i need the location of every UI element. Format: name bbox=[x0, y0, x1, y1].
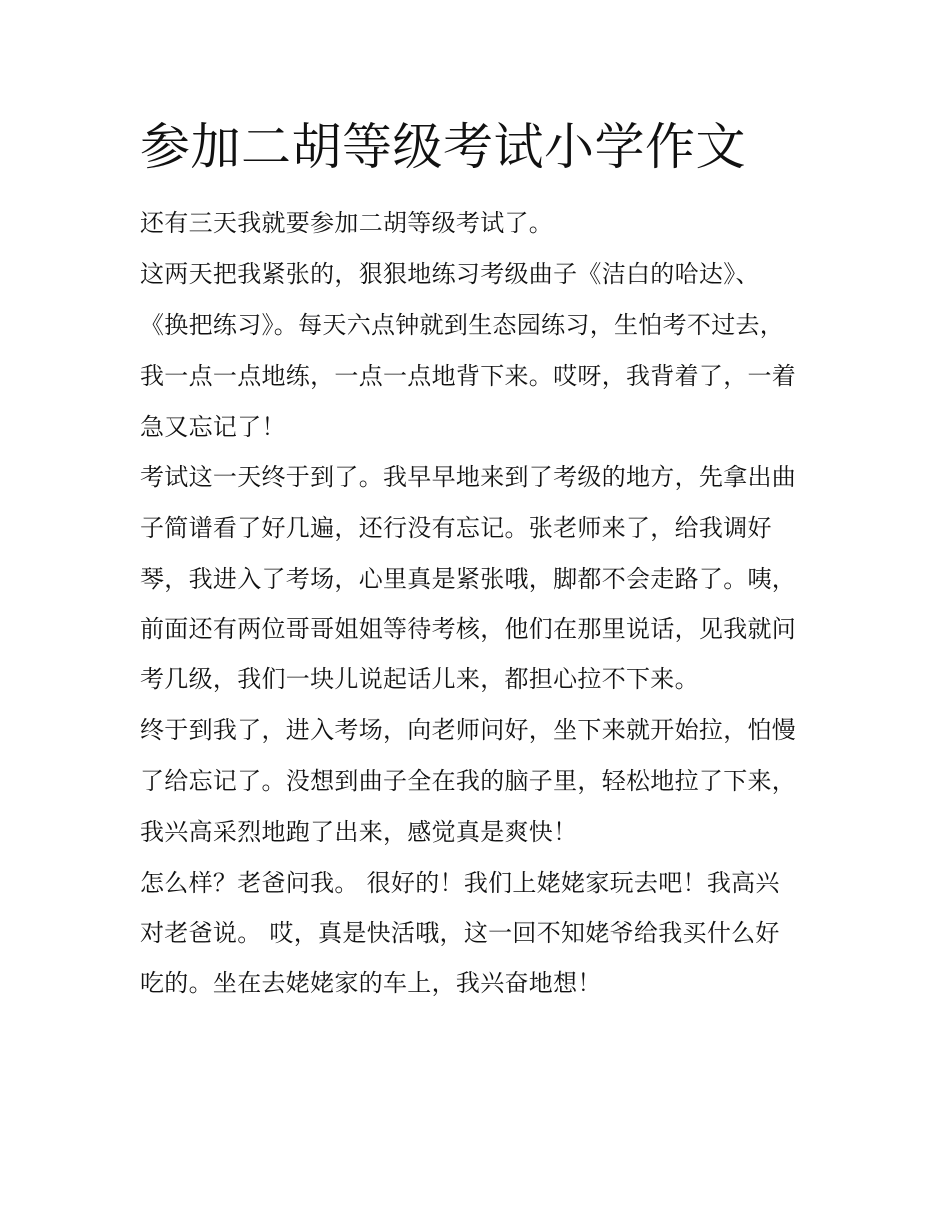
text-line: 前面还有两位哥哥姐姐等待考核，他们在那里说话，见我就问 bbox=[140, 615, 797, 643]
text-line: 怎么样？老爸问我。 很好的！我们上姥姥家玩去吧！我高兴 bbox=[140, 869, 780, 897]
text-line: 这两天把我紧张的，狠狠地练习考级曲子《洁白的哈达》、 bbox=[140, 260, 760, 288]
text-line: 《换把练习》。每天六点钟就到生态园练习，生怕考不过去， bbox=[140, 311, 785, 339]
text-line: 终于到我了，进入考场，向老师问好，坐下来就开始拉，怕慢 bbox=[140, 716, 797, 744]
text-line: 琴，我进入了考场，心里真是紧张哦，脚都不会走路了。咦， bbox=[140, 565, 797, 593]
text-line: 急又忘记了！ bbox=[140, 413, 286, 441]
text-line: 对老爸说。 哎，真是快活哦，这一回不知姥爷给我买什么好 bbox=[140, 919, 780, 947]
text-line: 吃的。坐在去姥姥家的车上，我兴奋地想！ bbox=[140, 969, 602, 997]
text-line: 子简谱看了好几遍，还行没有忘记。张老师来了，给我调好 bbox=[140, 514, 772, 542]
text-line: 考试这一天终于到了。我早早地来到了考级的地方，先拿出曲 bbox=[140, 463, 797, 491]
document-title: 参加二胡等级考试小学作文 bbox=[140, 118, 746, 176]
text-line: 还有三天我就要参加二胡等级考试了。 bbox=[140, 209, 554, 237]
text-line: 考几级，我们一块儿说起话儿来，都担心拉不下来。 bbox=[140, 665, 699, 693]
text-line: 我一点一点地练，一点一点地背下来。哎呀，我背着了，一着 bbox=[140, 362, 797, 390]
text-line: 我兴高采烈地跑了出来，感觉真是爽快！ bbox=[140, 818, 578, 846]
text-line: 了给忘记了。没想到曲子全在我的脑子里，轻松地拉了下来， bbox=[140, 767, 797, 795]
